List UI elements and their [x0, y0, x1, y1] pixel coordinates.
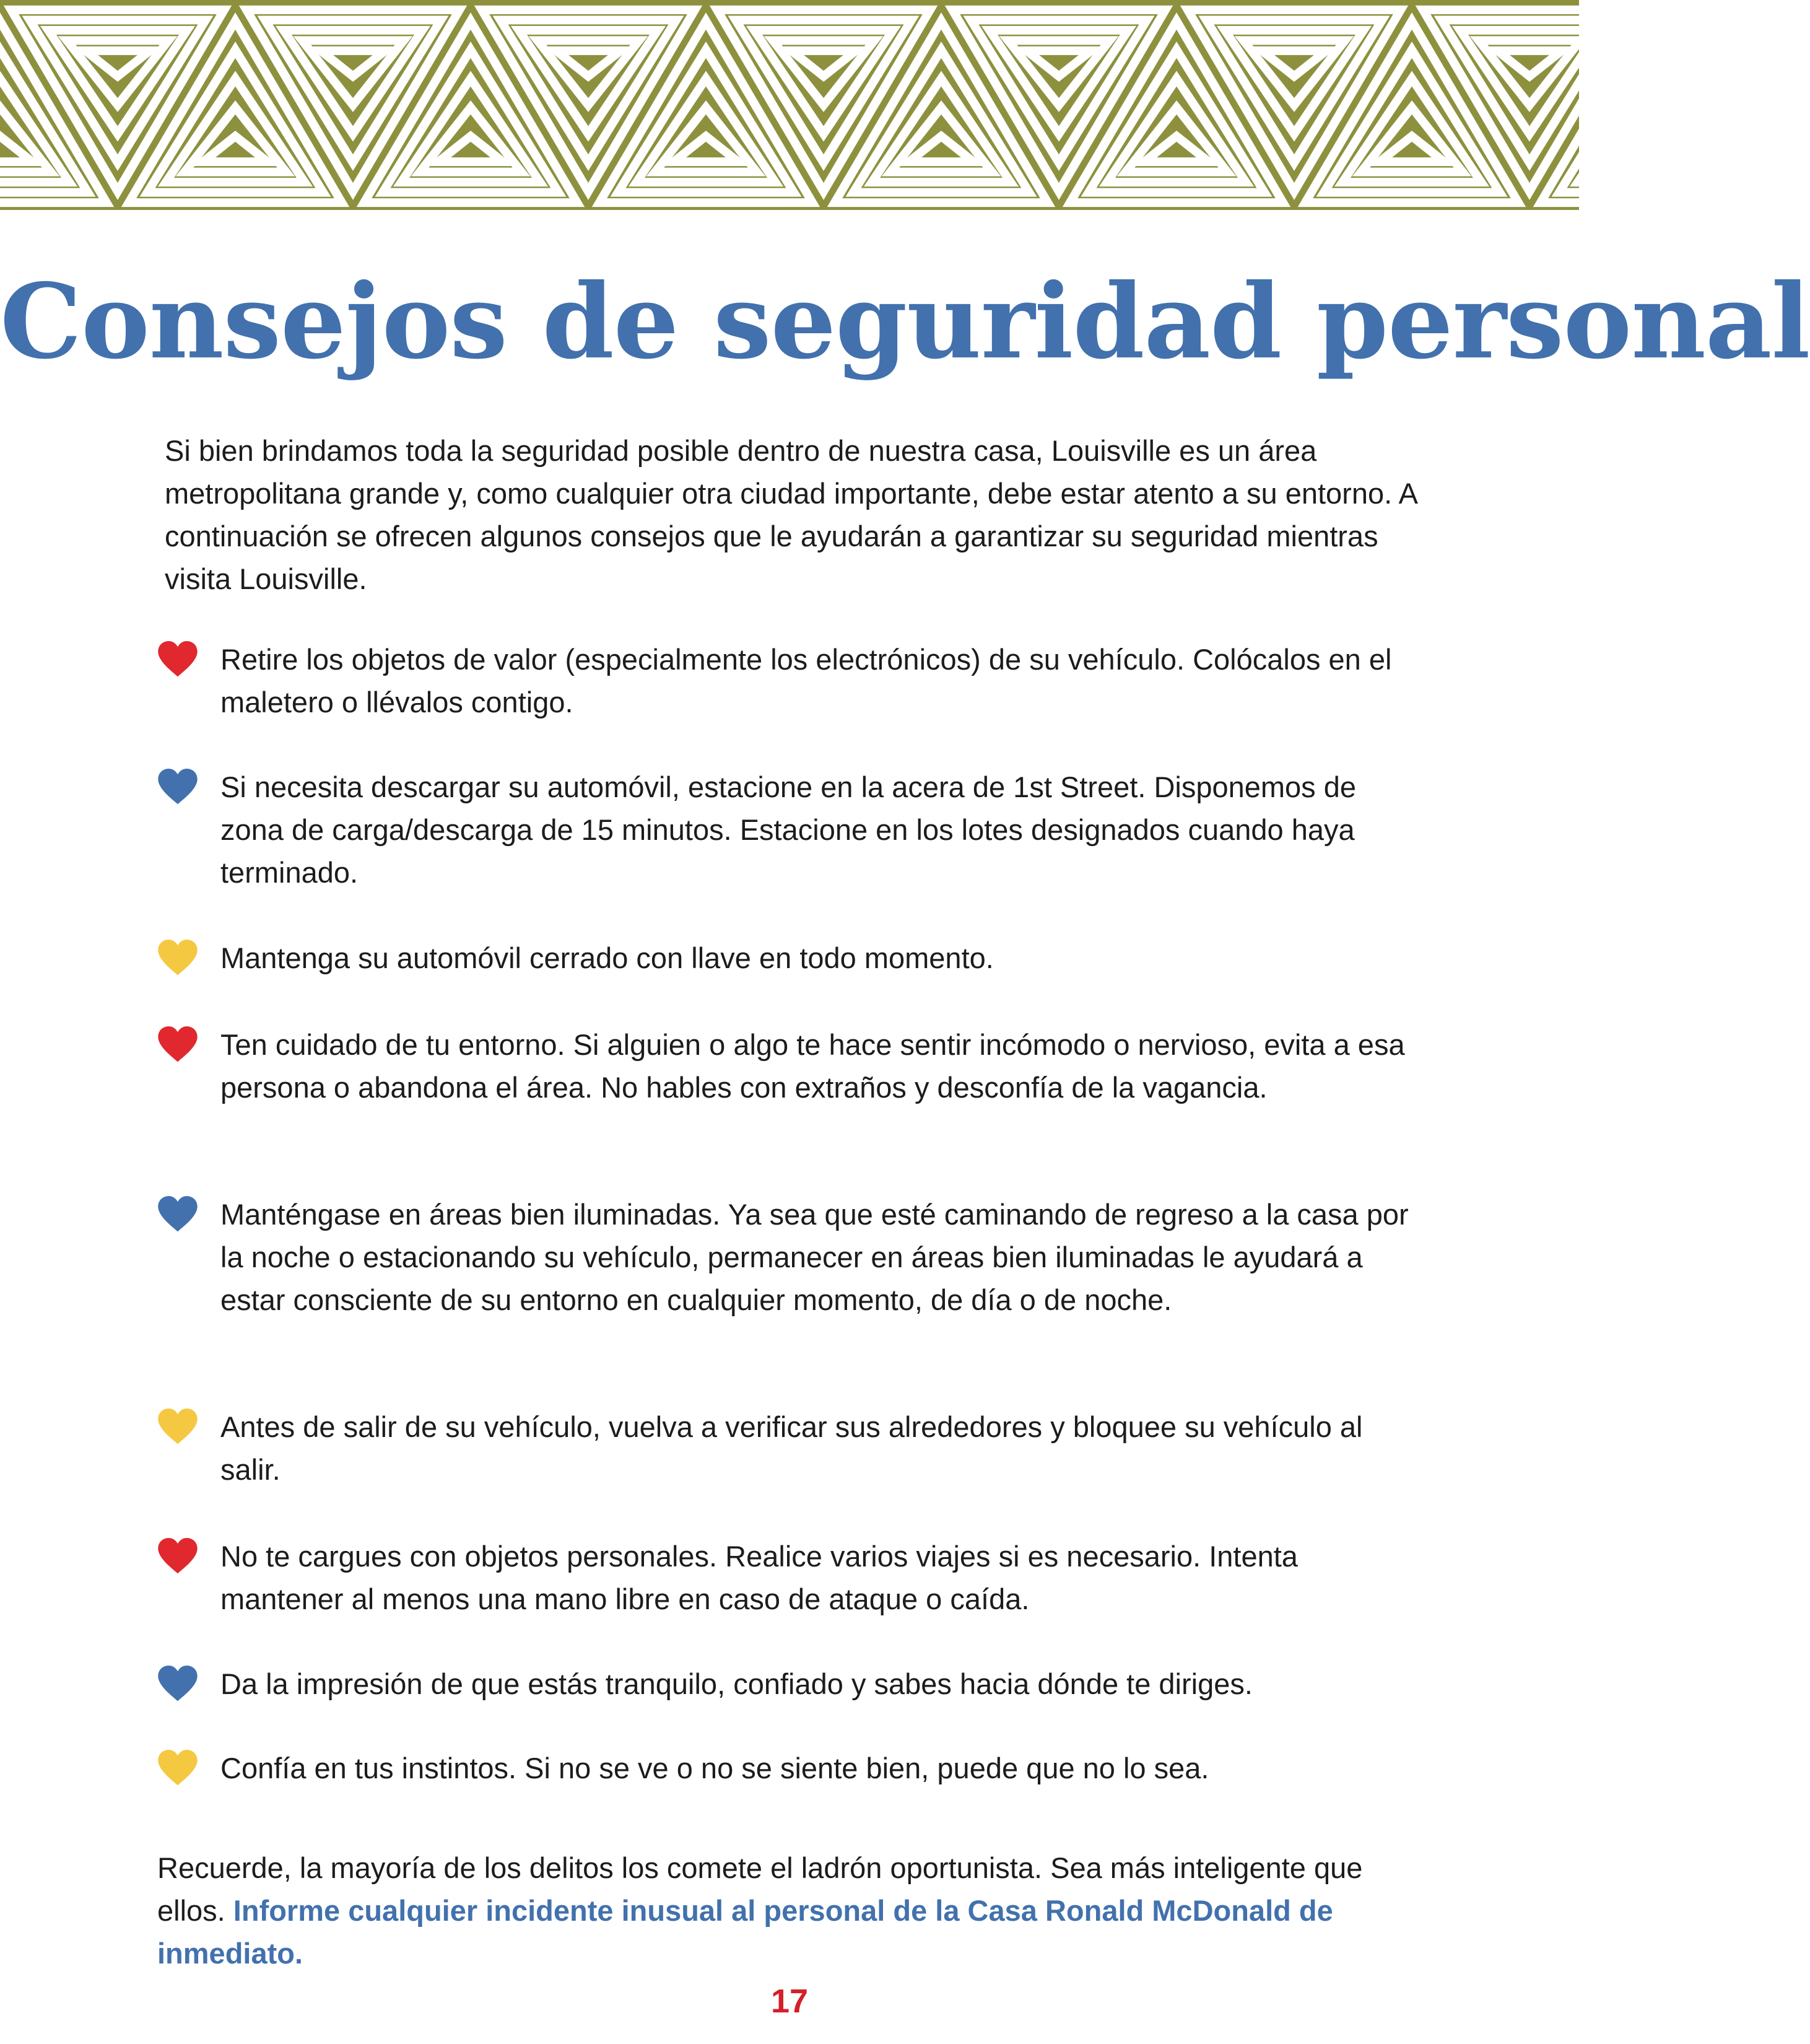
heart-icon	[157, 1749, 198, 1786]
tip-text: Da la impresión de que estás tranquilo, confiado y sabes hacia dónde te diriges.	[220, 1667, 1253, 1700]
tip-text: Antes de salir de su vehículo, vuelva a verificar sus alrededores y bloquee su vehículo al salir.	[220, 1410, 1363, 1486]
tip-item	[157, 1193, 1427, 1321]
tip-item	[157, 766, 1427, 894]
tip-item	[157, 638, 1427, 723]
tip-item	[157, 1747, 1427, 1789]
tip-item	[157, 1023, 1427, 1109]
tip-text: Confía en tus instintos. Si no se ve o no se siente bien, puede que no lo sea.	[220, 1752, 1209, 1784]
closing-text: Recuerde, la mayoría de los delitos los comete el ladrón oportunista. Sea más inteligente que ellos.	[157, 1851, 1363, 1927]
heart-icon	[157, 1408, 198, 1445]
tip-item	[157, 937, 1427, 979]
closing-emphasis: Informe cualquier incidente inusual al personal de la Casa Ronald McDonald de inmediato.	[157, 1894, 1333, 1970]
tip-item	[157, 1535, 1427, 1620]
tip-text: No te cargues con objetos personales. Realice varios viajes si es necesario. Intenta mantener al menos una mano libre en caso de ataque o caída.	[220, 1540, 1298, 1615]
tip-text: Mantenga su automóvil cerrado con llave en todo momento.	[220, 941, 994, 974]
heart-icon	[157, 1537, 198, 1574]
heart-icon	[157, 939, 198, 976]
heart-icon	[157, 640, 198, 678]
tip-text: Manténgase en áreas bien iluminadas. Ya sea que esté caminando de regreso a la casa por la noche o estacionando su vehículo, permanecer en áreas bien iluminadas le ayudará a estar consciente de su entorno en cualquier momento, de día o de noche.	[220, 1198, 1409, 1316]
decorative-banner	[0, 0, 1579, 212]
tip-item	[157, 1662, 1427, 1705]
page-title: Consejos de seguridad personal	[0, 261, 1810, 382]
heart-icon	[157, 768, 198, 805]
closing-paragraph	[157, 1846, 1396, 1975]
heart-icon	[157, 1665, 198, 1702]
page-number: 17	[770, 1983, 809, 2020]
heart-icon	[157, 1195, 198, 1233]
tip-text: Ten cuidado de tu entorno. Si alguien o algo te hace sentir incómodo o nervioso, evita a esa persona o abandona el área. No hables con extraños y desconfía de la vagancia.	[220, 1028, 1405, 1104]
tip-item	[157, 1405, 1427, 1491]
intro-paragraph: Si bien brindamos toda la seguridad posible dentro de nuestra casa, Louisville es un área metropolitana grande y, como cualquier otra ciudad importante, debe estar atento a su entorno. A continuación se ofrecen algunos consejos que le ayudarán a garantizar su seguridad mientras visita Louisville.	[165, 434, 1417, 595]
heart-icon	[157, 1026, 198, 1063]
tip-text: Retire los objetos de valor (especialmente los electrónicos) de su vehículo. Colócalos en el maletero o llévalos contigo.	[220, 643, 1392, 718]
tip-text: Si necesita descargar su automóvil, estacione en la acera de 1st Street. Disponemos de zona de carga/descarga de 15 minutos. Estacione en los lotes designados cuando haya terminado.	[220, 771, 1357, 889]
